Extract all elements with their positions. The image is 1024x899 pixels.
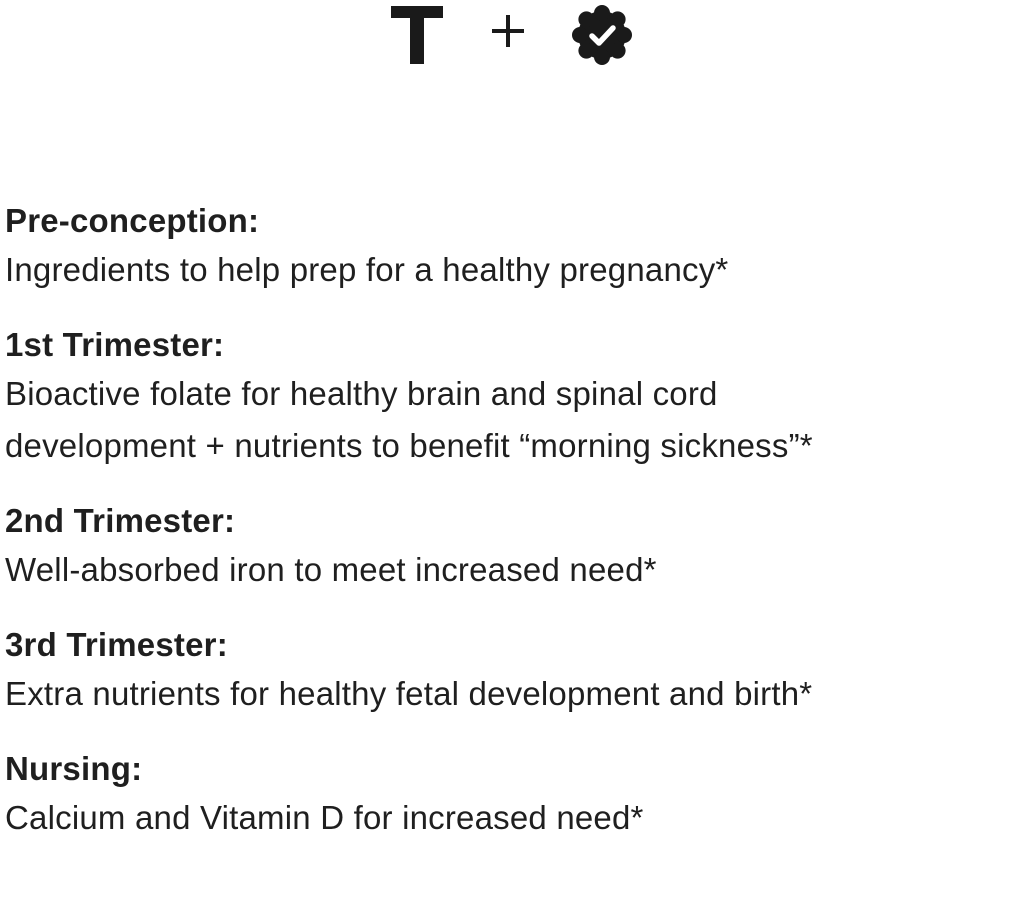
- verified-checkmark-badge-icon: [571, 4, 633, 66]
- stage-title: 3rd Trimester:: [5, 626, 228, 663]
- stage-description-line: Ingredients to help prep for a healthy pregnancy*: [5, 251, 729, 288]
- stage-title: Pre-conception:: [5, 202, 260, 239]
- stage-nursing: [5, 746, 1020, 844]
- stage-description-line: Well-absorbed iron to meet increased need*: [5, 551, 657, 588]
- stage-description-line: Calcium and Vitamin D for increased need*: [5, 799, 644, 836]
- logo-header: [0, 0, 1024, 90]
- stage-3rd-trimester: [5, 622, 1020, 720]
- stage-1st-trimester: [5, 322, 1020, 472]
- stage-title: 1st Trimester:: [5, 326, 225, 363]
- stage-pre-conception: [5, 198, 1020, 296]
- plus-icon: [489, 12, 527, 50]
- stage-description-line: Bioactive folate for healthy brain and spinal cord: [5, 375, 718, 412]
- stage-2nd-trimester: [5, 498, 1020, 596]
- stage-description-line: Extra nutrients for healthy fetal development and birth*: [5, 675, 813, 712]
- brand-t-logo: [391, 4, 443, 64]
- stage-title: 2nd Trimester:: [5, 502, 236, 539]
- stage-description-line: development + nutrients to benefit “morning sickness”*: [5, 427, 813, 464]
- pregnancy-stages-list: [5, 198, 1020, 870]
- stage-title: Nursing:: [5, 750, 143, 787]
